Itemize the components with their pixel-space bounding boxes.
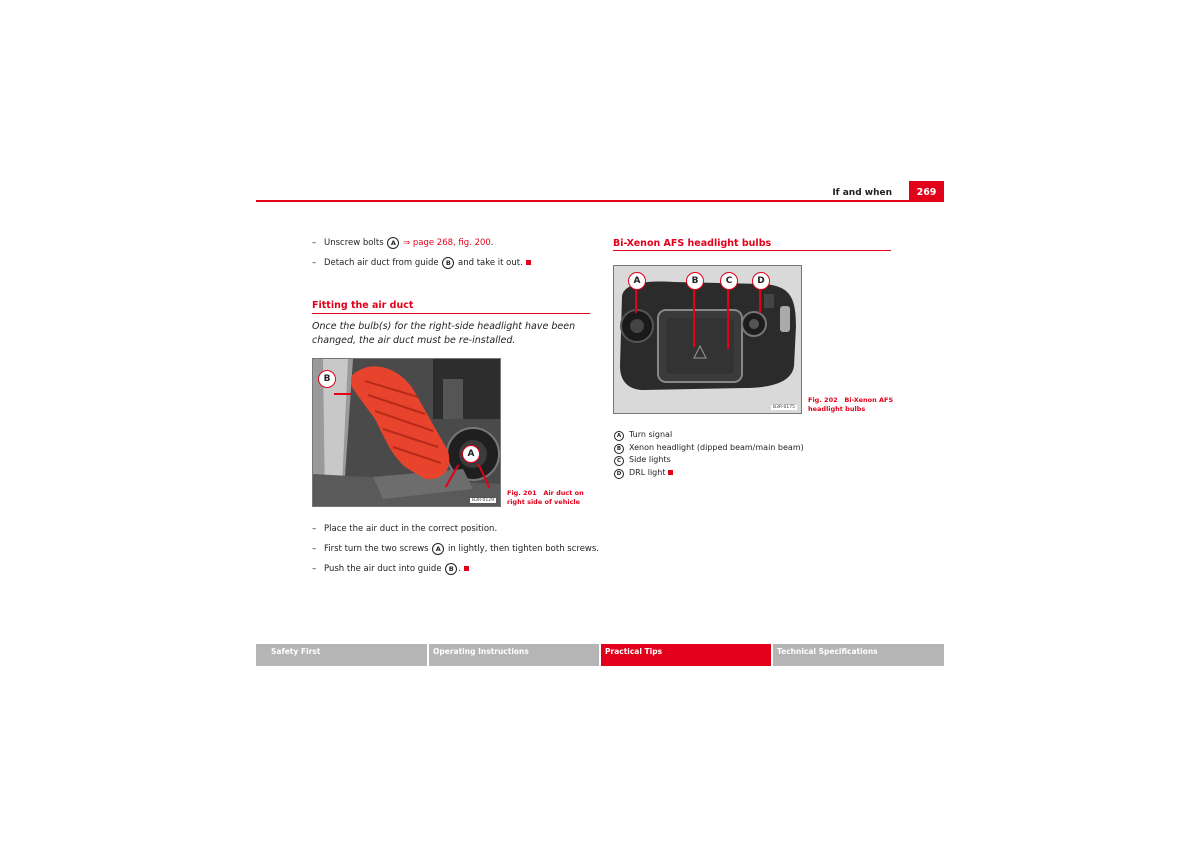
legend-list [613, 429, 804, 479]
end-mark-icon [668, 470, 673, 475]
callout-b-icon: B [318, 370, 336, 388]
figure-201-caption: Fig. 201 Air duct on right side of vehicle [507, 489, 584, 506]
callout-d-icon: D [752, 272, 770, 290]
figure-code: B3R-0175 [773, 405, 795, 410]
callout-b-icon: B [442, 257, 454, 269]
section-rule [312, 313, 590, 314]
tab-safety-first[interactable]: Safety First [256, 644, 427, 666]
leader-d-icon [759, 289, 761, 313]
callout-c-icon: C [720, 272, 738, 290]
key-a-icon: A [614, 431, 624, 441]
step-push-duct: – Push the air duct into guide B . [312, 563, 469, 575]
key-d-icon: D [614, 469, 624, 479]
key-b-icon: B [614, 444, 624, 454]
leader-a-icon [635, 289, 637, 313]
header-section-title: If and when [832, 188, 892, 198]
air-duct-illustration [313, 359, 500, 506]
key-c-icon: C [614, 456, 624, 466]
step-detach-duct: – Detach air duct from guide B and take it out. [312, 257, 531, 269]
legend-item-a: A Turn signal [613, 429, 804, 442]
end-mark-icon [526, 260, 531, 265]
intro-text: Once the bulb(s) for the right-side headlight have been changed, the air duct must be re-installed. [312, 321, 576, 346]
legend-item-c: C Side lights [613, 454, 804, 467]
tab-technical-specifications[interactable]: Technical Specifications [773, 644, 944, 666]
legend-item-b: B Xenon headlight (dipped beam/main beam) [613, 442, 804, 455]
callout-a-icon: A [628, 272, 646, 290]
header-rule [256, 200, 944, 202]
callout-b-icon: B [445, 563, 457, 575]
leader-c-icon [727, 289, 729, 349]
callout-b-icon: B [686, 272, 704, 290]
callout-a-icon: A [387, 237, 399, 249]
step-turn-screws: – First turn the two screws A in lightly, then tighten both screws. [312, 544, 600, 554]
callout-a-icon: A [432, 543, 444, 555]
arrow-b-icon [334, 393, 352, 395]
section-title-bixenon: Bi-Xenon AFS headlight bulbs [613, 238, 772, 249]
figure-air-duct [312, 358, 501, 507]
leader-b-icon [693, 289, 695, 347]
callout-a-icon: A [462, 445, 480, 463]
tab-operating-instructions[interactable]: Operating Instructions [429, 644, 599, 666]
page-number: 269 [909, 181, 944, 201]
figure-headlight [613, 265, 802, 414]
figure-code: B3R-0129 [472, 498, 494, 503]
legend-item-d: D DRL light [613, 467, 804, 480]
step-place-duct: – Place the air duct in the correct position. [312, 524, 498, 534]
tab-practical-tips[interactable]: Practical Tips [601, 644, 771, 666]
step-unscrew-bolts: – Unscrew bolts A ⇒ page 268, fig. 200. [312, 238, 494, 248]
figure-202-caption: Fig. 202 Bi-Xenon AFS headlight bulbs [808, 396, 894, 413]
section-rule [613, 250, 891, 251]
page-ref-link[interactable]: ⇒ page 268, fig. 200 [403, 238, 491, 248]
end-mark-icon [464, 566, 469, 571]
section-title-fitting: Fitting the air duct [312, 300, 414, 311]
